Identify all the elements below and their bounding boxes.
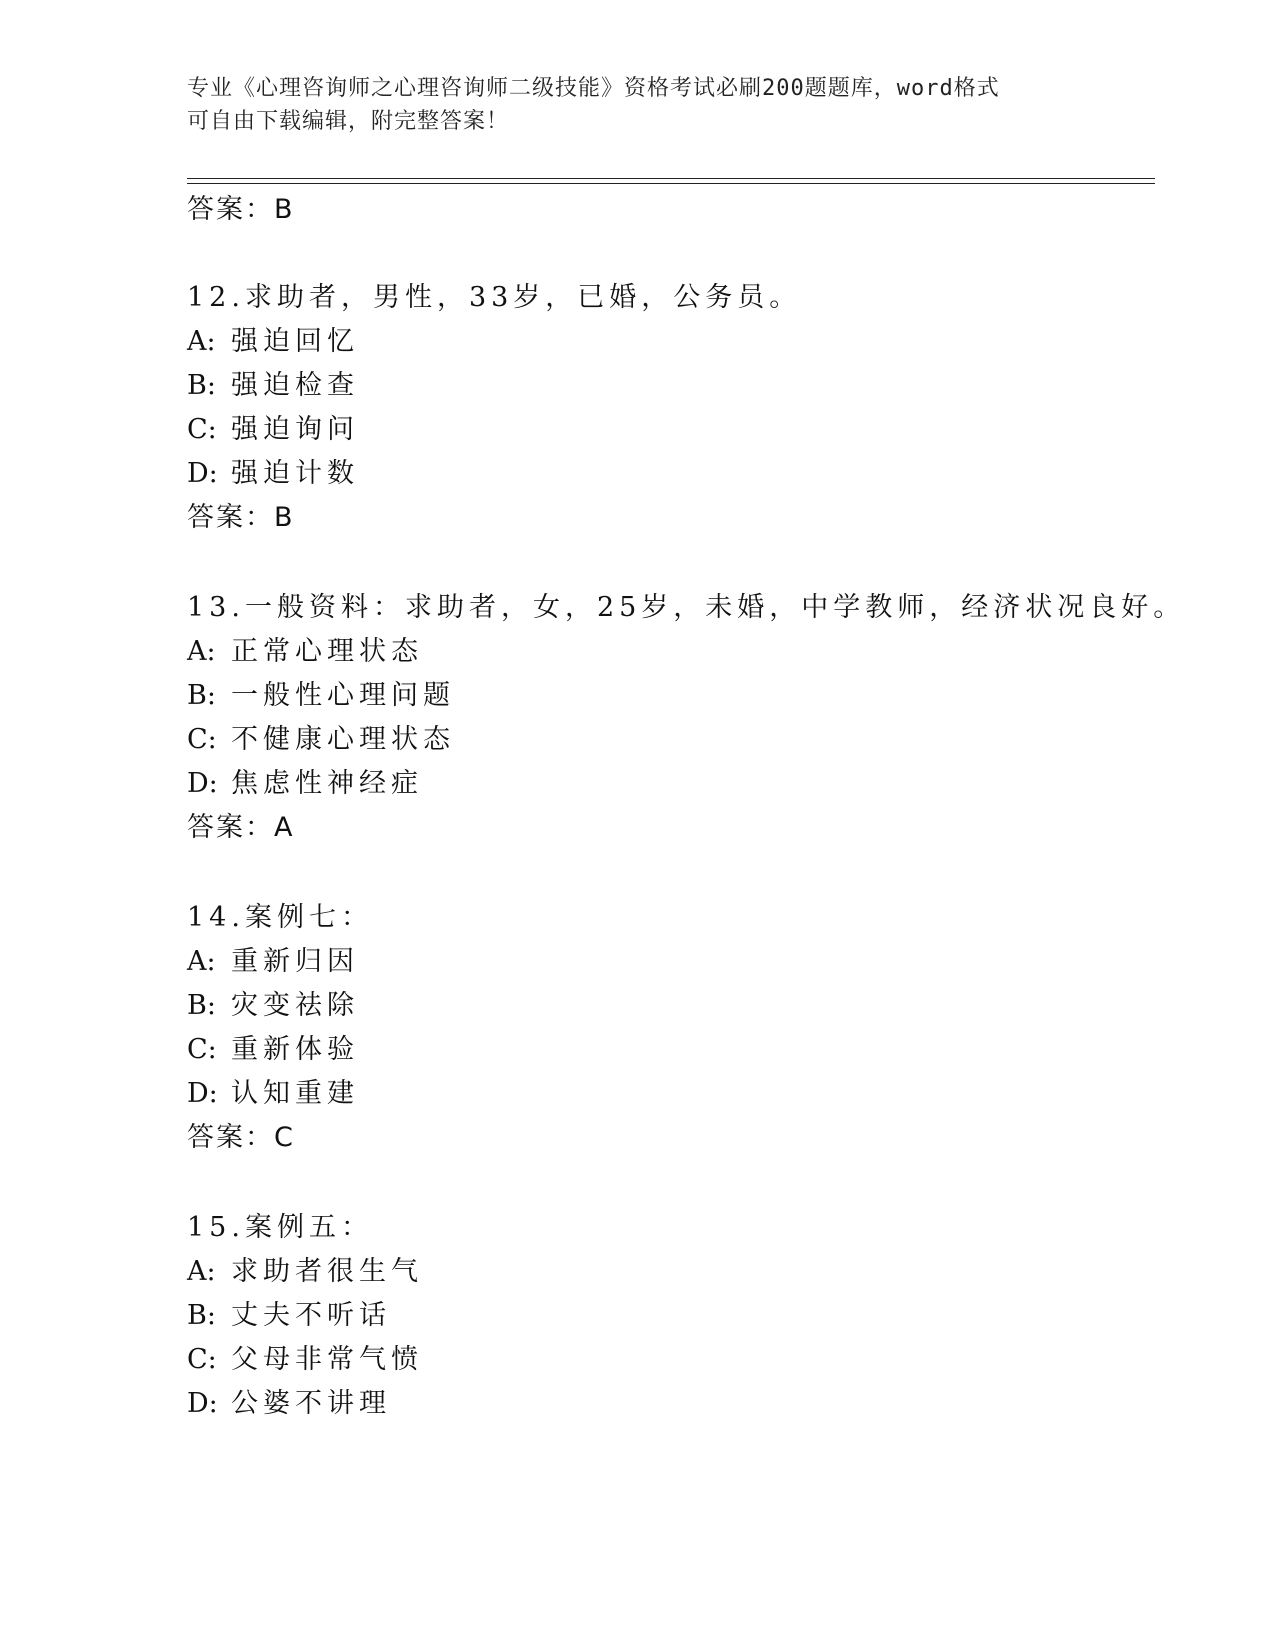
answer-line: 答案：B [187,502,295,533]
option-letter: A: [187,326,216,357]
option-b [187,678,455,714]
option-text: 重新体验 [231,1034,359,1065]
option-letter: A: [187,1256,216,1287]
option-letter: A: [187,946,216,977]
option-letter: D: [187,458,218,489]
option-text: 灾变祛除 [231,990,359,1021]
option-text: 强迫检查 [231,370,359,401]
option-c [187,1032,359,1068]
option-text: 丈夫不听话 [231,1300,391,1331]
option-b [187,368,359,404]
option-letter: C: [187,1344,217,1375]
option-text: 不健康心理状态 [231,724,455,755]
header-line-2: 可自由下载编辑，附完整答案！ [187,109,510,134]
option-letter: B: [187,680,216,711]
answer-line: 答案：A [187,812,295,843]
option-letter: D: [187,1388,218,1419]
option-letter: B: [187,370,216,401]
option-c [187,1342,423,1378]
option-c [187,412,359,448]
header-line-1: 专业《心理咨询师之心理咨询师二级技能》资格考试必刷200题题库，word格式 [187,76,1000,101]
question-title: 12.求助者，男性，33岁，已婚，公务员。 [187,282,802,313]
option-text: 重新归因 [231,946,359,977]
option-a [187,1254,423,1290]
option-text: 强迫计数 [231,458,359,489]
option-text: 焦虑性神经症 [231,768,423,799]
option-text: 一般性心理问题 [231,680,455,711]
document-header [187,72,1087,138]
option-text: 正常心理状态 [231,636,423,667]
option-b [187,988,359,1024]
option-letter: D: [187,1078,218,1109]
option-c [187,722,455,758]
option-d [187,1076,359,1112]
header-rule-bottom [187,183,1155,184]
option-text: 认知重建 [231,1078,359,1109]
option-d [187,1386,391,1422]
question-title: 13.一般资料：求助者，女，25岁，未婚，中学教师，经济状况良好。 [187,592,1186,623]
option-text: 强迫询问 [231,414,359,445]
option-letter: C: [187,1034,217,1065]
option-letter: B: [187,990,216,1021]
answer-line: 答案：C [187,1122,295,1153]
option-letter: C: [187,414,217,445]
question-title: 14.案例七： [187,902,373,933]
option-a [187,944,359,980]
option-text: 公婆不讲理 [231,1388,391,1419]
option-d [187,766,423,802]
option-text: 求助者很生气 [231,1256,423,1287]
option-b [187,1298,391,1334]
option-letter: B: [187,1300,216,1331]
answer-line: 答案：B [187,194,295,225]
option-letter: D: [187,768,218,799]
option-letter: A: [187,636,216,667]
option-letter: C: [187,724,217,755]
question-title: 15.案例五： [187,1212,373,1243]
option-text: 父母非常气愤 [231,1344,423,1375]
option-a [187,634,423,670]
option-a [187,324,359,360]
option-text: 强迫回忆 [231,326,359,357]
option-d [187,456,359,492]
header-rule-top [187,178,1155,179]
